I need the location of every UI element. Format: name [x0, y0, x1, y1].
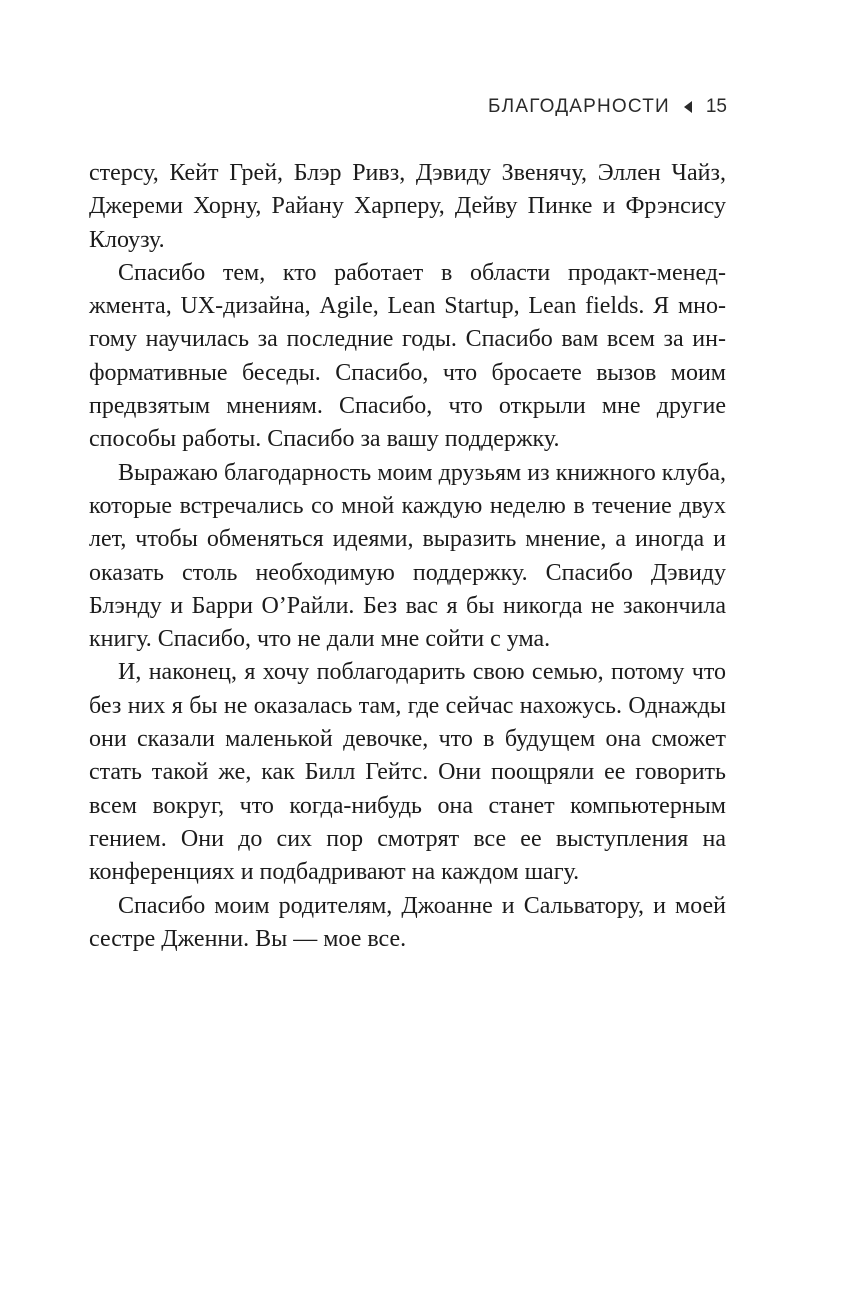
body-text	[89, 157, 726, 956]
paragraph: Спасибо моим родителям, Джоанне и Сальватору, и моей сестре Дженни. Вы — мое все.	[89, 892, 726, 952]
running-header	[488, 96, 727, 118]
left-triangle-icon	[684, 101, 692, 113]
paragraph-continued: стерсу, Кейт Грей, Блэр Ривз, Дэвиду Звенячу, Эллен Чайз, Джереми Хорну, Райану Харперу, Дейву Пинке и Фрэнсису Клоузу.	[89, 160, 726, 253]
paragraph: И, наконец, я хочу поблагодарить свою семью, потому что без них я бы не оказалась там, где сейчас нахожусь. Однажды они сказали маленькой девочке, что в будущем она сможет стать такой же, как Билл Гейтс. Они поощряли ее говорить всем вокруг, что когда-нибудь она станет компьютерным гением. Они до сих пор смотрят все ее выступления на конференциях и подбадривают на каждом шагу.	[89, 659, 726, 886]
paragraph: Спасибо тем, кто работает в области продакт-менеджмента, UX-дизайна, Agile, Lean Startup, Lean fields. Я многому научилась за последние годы. Спасибо вам всем за информативные беседы. Спасибо, что бросаете вызов моим предвзятым мнениям. Спасибо, что открыли мне другие способы работы. Спасибо за вашу поддержку.	[89, 259, 726, 453]
section-title: БЛАГОДАРНОСТИ	[488, 96, 670, 117]
paragraph: Выражаю благодарность моим друзьям из книжного клуба, которые встречались со мной каждую неделю в течение двух лет, чтобы обменяться идеями, выразить мнение, а иногда и оказать столь необходимую поддержку. Спасибо Дэвиду Блэнду и Барри О’Райли. Без вас я бы никогда не закончила книгу. Спасибо, что не дали мне сойти с ума.	[89, 459, 726, 653]
page-number: 15	[705, 96, 727, 117]
